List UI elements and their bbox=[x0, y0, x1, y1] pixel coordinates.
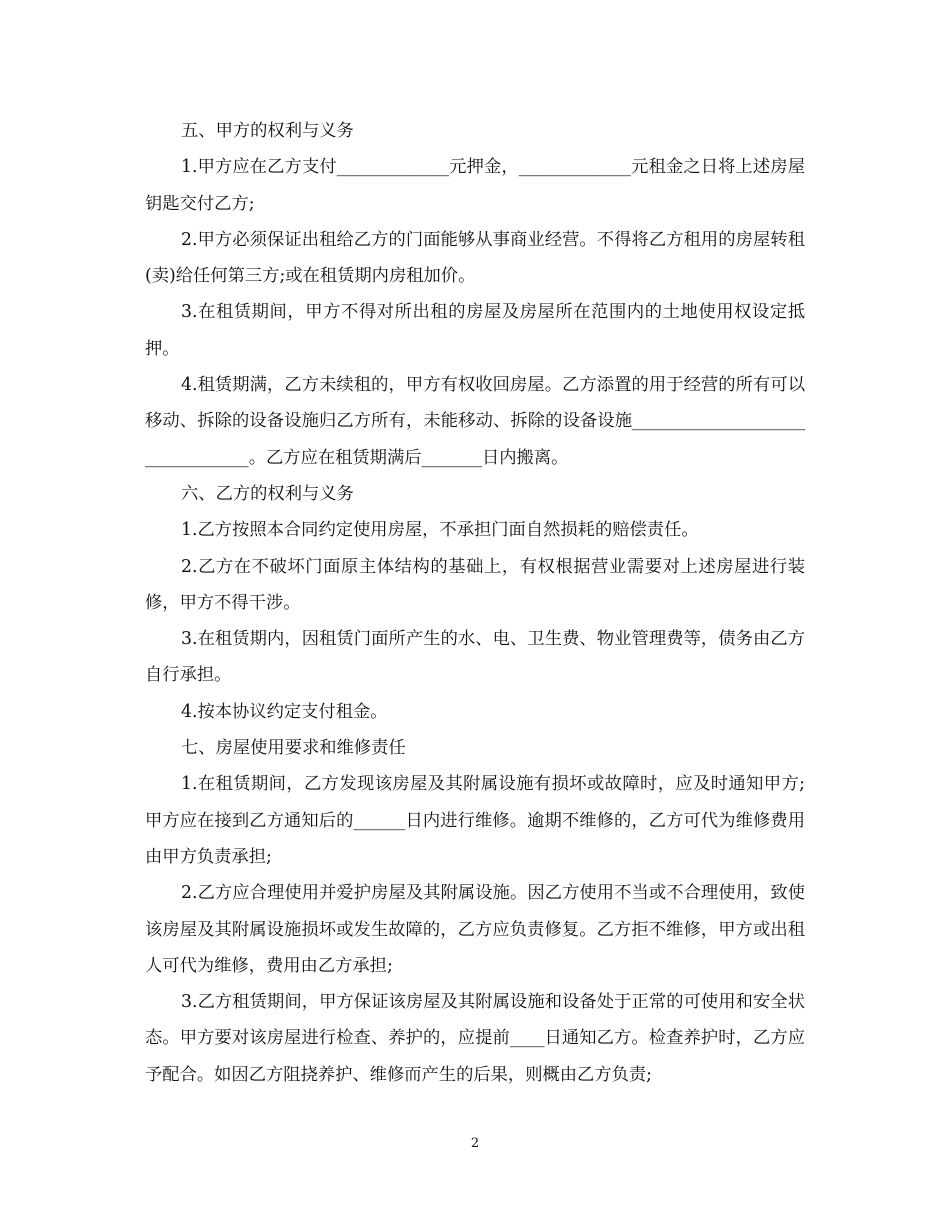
clause-paragraph: 3.乙方租赁期间，甲方保证该房屋及其附属设施和设备处于正常的可使用和安全状态。甲方要对该房屋进行检查、养护的，应提前____日通知乙方。检查养护时，乙方应予配合。如因乙方阻挠养护、维修而产生的后果，则概由乙方负责; bbox=[145, 992, 805, 1085]
clause-paragraph: 3.在租赁期间，甲方不得对所出租的房屋及房屋所在范围内的土地使用权设定抵押。 bbox=[145, 302, 805, 359]
section-heading-five: 五、甲方的权利与义务 bbox=[181, 121, 354, 141]
section-heading-seven: 七、房屋使用要求和维修责任 bbox=[181, 738, 406, 759]
clause-paragraph: 1.乙方按照本合同约定使用房屋，不承担门面自然损耗的赔偿责任。 bbox=[181, 520, 699, 541]
clause-paragraph: 3.在租赁期内，因租赁门面所产生的水、电、卫生费、物业管理费等，债务由乙方自行承担。 bbox=[145, 629, 805, 686]
clause-paragraph: 2.甲方必须保证出租给乙方的门面能够从事商业经营。不得将乙方租用的房屋转租(卖)给任何第三方;或在租赁期内房租加价。 bbox=[145, 229, 805, 287]
document-body bbox=[145, 113, 805, 1093]
clause-paragraph: 4.租赁期满，乙方未续租的，甲方有权收回房屋。乙方添置的用于经营的所有可以移动、拆除的设备设施归乙方所有，未能移动、拆除的设备设施________________________________。乙方应在租赁期满后_______日内搬离。 bbox=[145, 375, 805, 468]
section-heading-six: 六、乙方的权利与义务 bbox=[181, 483, 354, 504]
clause-paragraph: 1.甲方应在乙方支付_____________元押金，_____________元租金之日将上述房屋钥匙交付乙方; bbox=[145, 157, 805, 214]
clause-paragraph: 2.乙方在不破坏门面原主体结构的基础上，有权根据营业需要对上述房屋进行装修，甲方不得干涉。 bbox=[145, 556, 805, 613]
page-number: 2 bbox=[470, 1136, 480, 1151]
clause-paragraph: 2.乙方应合理使用并爱护房屋及其附属设施。因乙方使用不当或不合理使用，致使该房屋及其附属设施损坏或发生故障的，乙方应负责修复。乙方拒不维修，甲方或出租人可代为维修，费用由乙方承担; bbox=[145, 883, 805, 976]
clause-paragraph: 4.按本协议约定支付租金。 bbox=[181, 701, 388, 722]
clause-paragraph: 1.在租赁期间，乙方发现该房屋及其附属设施有损坏或故障时，应及时通知甲方;甲方应在接到乙方通知后的______日内进行维修。逾期不维修的，乙方可代为维修费用由甲方负责承担; bbox=[145, 774, 805, 867]
